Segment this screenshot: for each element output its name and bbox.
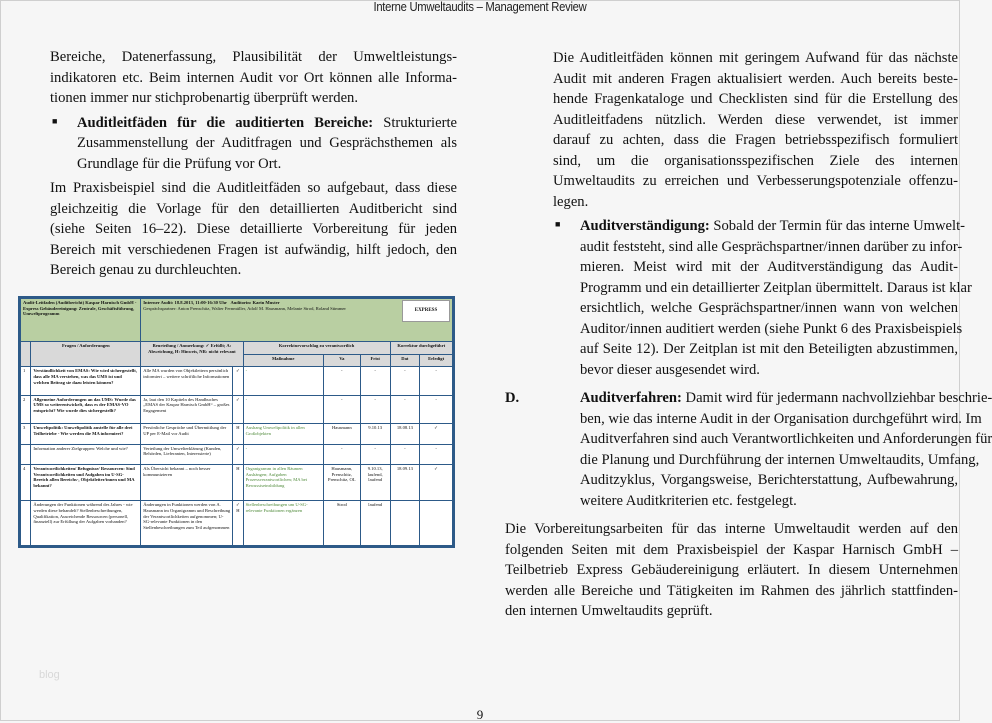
text-line	[553, 89, 958, 110]
text-run: indikatoren etc. Beim internen Audit vor Ort können alle Informa-	[50, 69, 457, 86]
express-logo: EXPRESS	[402, 300, 450, 322]
cell-e	[420, 501, 453, 546]
cell-c: -	[243, 367, 323, 395]
text-run: bevor dieser ausgesendet wird.	[580, 361, 760, 378]
lettered-item	[505, 388, 992, 511]
table-row	[21, 395, 453, 423]
text-line	[553, 151, 958, 172]
text-run: Bereiche, Datenerfassung, Plausibilität der Umweltleistungs-	[50, 49, 457, 65]
text-run: mieren. Meist wird mit der Auditverständigung das Audit-	[580, 259, 958, 275]
cell-m: ✓	[233, 395, 243, 423]
bullet-item	[553, 216, 972, 380]
cell-e: ✓	[420, 464, 453, 500]
text-line	[553, 69, 958, 90]
text-run: Im Praxisbeispiel sind die Auditleitfäden so aufgebaut, dass diese	[50, 180, 457, 196]
page-number: 9	[476, 707, 484, 722]
cell-n: 2	[21, 395, 31, 423]
col-rating: Beurteilung / Anmerkung: ✓ Erfüllt; A: Abweichung, H: Hinweis, NR: nicht relevant	[141, 342, 243, 367]
text-run: Programm und ein detaillierter Zeitplan übermittelt. Daraus ist klar	[580, 279, 972, 296]
cell-f: -	[360, 367, 390, 395]
table-company: Audit-Leitfaden (Auditbericht) Kaspar Harnisch GmbH - Express Gebäudereinigung: Zentrale, Geschäftsführung, Umweltprogramm	[21, 299, 141, 342]
section-letter: D.	[505, 390, 520, 406]
cell-e: ✓	[420, 424, 453, 444]
text-line	[580, 491, 958, 512]
cell-m: ✓	[233, 444, 243, 464]
cell-f: -	[360, 395, 390, 423]
cell-n: 3	[21, 424, 31, 444]
text-line	[50, 240, 457, 261]
text-run: Damit wird für jedermann nachvollziehbar beschrie-	[681, 390, 992, 406]
text-line	[580, 319, 963, 340]
text-run: Teilbetrieb Express Gebäudereinigung erläutert. In diesem Unternehmen	[505, 562, 958, 578]
text-line	[580, 237, 963, 258]
cell-e: -	[420, 444, 453, 464]
table-row	[21, 424, 453, 444]
cell-q: Umweltpolitik: Umweltpolitik anstelle für alle drei Teilbetriebe - Wie werden die MA informiert?	[31, 424, 141, 444]
text-run: werden alle Bereiche und Tätigkeiten im Rahmen des jährlich stattfinden-	[505, 582, 958, 599]
cell-r: Änderungen in Funktionen werden von A. Hausmann im Organigramm und Beschreibung der Verantwortlichkeiten aufgenommen; U-SG-relevante Funktionen in den Stellenbeschreibungen zum Teil aufgenommen	[141, 501, 233, 546]
text-run: die Planung und Durchführung der internen Umweltaudits, Umfang,	[580, 451, 980, 468]
col-questions: Fragen / Anforderungen	[31, 342, 141, 367]
cell-n: 1	[21, 367, 31, 395]
cell-d: -	[390, 367, 420, 395]
text-line	[580, 409, 982, 430]
text-run: Auditleitfadens nützlich. Werden diese verwendet, ist immer	[553, 111, 958, 128]
cell-m: H	[233, 464, 243, 500]
table-audit-info: EXPRESS Interner Audit: 18.8.2013, 11:00-16:30 Uhr Auditorin: Karin Muster Gesprächspartner: Anton Prenschitz, Walter Fernmüller, Adolf M. Hausmann, Melanie Strod, Roland Stimmer	[141, 299, 453, 342]
text-line	[580, 450, 980, 471]
right-column	[505, 48, 992, 622]
text-run: Grundlage für die Prüfung vor Ort.	[77, 155, 282, 172]
watermark: blog	[39, 669, 60, 681]
text-line	[580, 429, 992, 450]
text-run: darauf zu achten, dass die Fragen betriebsspezifisch formuliert	[553, 132, 958, 148]
text-line	[77, 154, 457, 175]
text-line	[553, 48, 958, 69]
cell-va: Hausmann, Prenschitz, Prenschitz, OL	[323, 464, 360, 500]
bold-lead: Auditleitfäden für die auditierten Bereiche:	[77, 114, 374, 131]
text-run: ben, wie das interne Audit in der Organisation durchgeführt wird. Im	[580, 410, 982, 427]
text-run: Die Auditleitfäden können mit geringem Aufwand für das nächste	[553, 50, 958, 66]
cell-d: 18.09.13	[390, 464, 420, 500]
cell-r: Alle MA wurden von Objektleitern persönlich informiert – weitere schriftliche Informationen	[141, 367, 233, 395]
cell-r: Ja, laut den 10 Kapiteln des Handbuches „EMAS der Kaspar Harnisch GmbH“ – großes Engagement	[141, 395, 233, 423]
table-row	[21, 367, 453, 395]
cell-va: Hausmann	[323, 424, 360, 444]
cell-n	[21, 501, 31, 546]
cell-c: Aushang Umweltpolitik in allen Großobjekten	[243, 424, 323, 444]
text-line	[50, 260, 457, 281]
text-line	[77, 113, 457, 134]
cell-q: Verständlichkeit von EMAS: Wie wird sichergestellt, dass alle MA verstehen, was das UMS ist und welchen Beitrag sie dazu leisten können?	[31, 367, 141, 395]
bullet-item	[50, 113, 457, 175]
text-line	[50, 178, 457, 199]
cell-r: Verteilung der Umwelterklärung (Kunden, Behörden, Lieferanten, Interessierte)	[141, 444, 233, 464]
text-line	[505, 560, 958, 581]
text-run: gleichzeitig die Vorlage für den detaillierten Auditbericht sind	[50, 200, 457, 217]
table-row	[21, 464, 453, 500]
table-row	[21, 501, 453, 546]
text-line	[505, 581, 958, 602]
cell-c: Organigramm in allen Räumen Aushängen; Aufgaben Prozessverantwortlichen; MA bei Bewusstseinsbildung	[243, 464, 323, 500]
text-run: Auditzyklus, Vorgangsweise, Berichterstattung, Aufbewahrung,	[580, 472, 958, 488]
cell-d: 18.08.13	[390, 424, 420, 444]
cell-q: Allgemeine Anforderungen an das UMS: Wurde das UMS so weiterentwickelt, dass es der EMAS-VO entspricht? Wie wurde dies sichergestellt?	[31, 395, 141, 423]
text-line	[50, 88, 457, 109]
running-header: Interne Umweltaudits – Management Review	[373, 0, 587, 14]
text-line	[50, 219, 457, 240]
text-run: Umweltaudits zu erreichen und Verbesserungspotenziale offenzu-	[553, 173, 958, 189]
text-run: audit feststeht, sind alle Gesprächspartner/innen darüber zu infor-	[580, 238, 963, 255]
text-line	[553, 130, 958, 151]
text-line	[553, 192, 958, 213]
text-line	[505, 601, 958, 622]
cell-va: -	[323, 367, 360, 395]
text-line	[505, 519, 958, 540]
cell-n: 4	[21, 464, 31, 500]
cell-va: Strod	[323, 501, 360, 546]
text-run: (siehe Seiten 16–22). Diese detaillierte Vorbereitung für jeden	[50, 221, 457, 237]
cell-m: ✓ H	[233, 501, 243, 546]
cell-va: -	[323, 444, 360, 464]
cell-c: -	[243, 395, 323, 423]
text-run: Audit mit anderen Fragen aktualisiert werden. Auch bereits beste-	[553, 70, 958, 87]
cell-q: Verantwortlichkeiten/ Befugnisse/ Ressourcen: Sind Verantwortlichkeiten und Aufgaben im U-SG-Bereich allen Bereichs-, Objektleiter/innen und MA bekannt?	[31, 464, 141, 500]
cell-f: 9.10.13	[360, 424, 390, 444]
text-line	[580, 360, 958, 381]
paragraph	[50, 47, 457, 109]
cell-r: Persönliche Gespräche und Übermittlung der UP per E-Mail vor Audit	[141, 424, 233, 444]
paragraph	[50, 178, 457, 281]
bullet-icon: ■	[555, 219, 561, 229]
text-run: Auditverfahren sind auch Verantwortlichkeiten und Anforderungen für	[580, 431, 992, 447]
cell-r: Als Übersicht bekannt – noch besser kommunizieren	[141, 464, 233, 500]
text-line	[580, 298, 958, 319]
col-done: Korrektur durchgeführt	[390, 342, 452, 355]
text-run: den internen Umweltaudits geprüft.	[505, 603, 713, 619]
text-run: weitere Auditkriterien etc. festgelegt.	[580, 492, 797, 509]
cell-f: -	[360, 444, 390, 464]
cell-e: -	[420, 395, 453, 423]
col-correction: Korrekturvorschlag zu verantwortlich	[243, 342, 390, 355]
bullet-icon: ■	[52, 115, 58, 126]
text-run: Bereich mit verschiedenen Fragen ist aufwändig, hilft jedoch, den	[50, 241, 457, 258]
text-line	[50, 68, 457, 89]
text-run: tionen immer nur stichprobenartig überprüft werden.	[50, 90, 358, 106]
bold-lead: Auditverfahren:	[580, 390, 682, 406]
paragraph	[505, 519, 958, 622]
cell-f: laufend	[360, 501, 390, 546]
cell-c: -	[243, 444, 323, 464]
cell-m: ✓	[233, 367, 243, 395]
text-run: auf Seite 12). Der Zeitplan ist mit den Beteiligten abzustimmen,	[580, 341, 958, 357]
text-run: Auditor/innen auditiert werden (siehe Punkt 6 des Praxisbeispiels	[580, 320, 963, 337]
bold-lead: Auditverständigung:	[580, 218, 710, 234]
text-run: Bereich genau zu durchleuchten.	[50, 262, 242, 278]
text-line	[580, 216, 965, 237]
text-run: Strukturierte	[373, 114, 457, 131]
text-line	[580, 388, 992, 409]
text-line	[553, 110, 958, 131]
cell-m: H	[233, 424, 243, 444]
text-line	[50, 199, 457, 220]
text-run: Sobald der Termin für das interne Umwelt-	[709, 218, 965, 234]
cell-q: Änderungen der Funktionen während des Jahres - wie werden diese behandelt? Stellenbeschreibungen, Qualifikation, Ausreichende Ressourcen (personell, finanziell) zur Erfüllung der Aufgaben vorhanden?	[31, 501, 141, 546]
text-run: legen.	[553, 193, 589, 210]
text-line	[580, 339, 958, 360]
cell-va: -	[323, 395, 360, 423]
text-run: folgenden Seiten mit dem Praxisbeispiel der Kaspar Harnisch GmbH –	[505, 541, 958, 558]
left-column	[50, 47, 457, 281]
cell-f: 9.10.13, laufend, laufend	[360, 464, 390, 500]
text-line	[77, 133, 457, 154]
text-line	[50, 47, 457, 68]
paragraph	[553, 48, 958, 212]
text-line	[580, 470, 958, 491]
text-run: hende Fragenkataloge und Checklisten sind für die Erstellung des	[553, 91, 958, 107]
text-line	[505, 540, 958, 561]
text-line	[553, 171, 958, 192]
cell-n	[21, 444, 31, 464]
text-line	[580, 257, 958, 278]
audit-guide-table-image: Audit-Leitfaden (Auditbericht) Kaspar Harnisch GmbH - Express Gebäudereinigung: Zentrale, Geschäftsführung, Umweltprogramm EXPRESS Interner Audit: 18.8.2013, 11:00-16:30 Uhr Auditorin: Karin Muster Gesprächspartner: Anton Prenschitz, Walter Fernmüller, Adolf M. Hausmann, Melanie Strod, Roland Stimmer Fragen / Anforderungen Beurteilung / Anmerkung: ✓ Erfüllt; A: Abweichung, H: Hinweis, NR: nicht relevant Korrekturvorschlag zu verantwortlich Korrektur durchgeführt Maßnahme Va Frist Dat Erledigt 1 Verständlichkeit von EMAS: Wie wird sichergestellt, dass alle MA verstehen, was das UMS ist und welchen Beitrag sie dazu leisten können? Alle MA wurden von Objektleitern persönlich informiert – weitere schriftliche Informationen ✓ - - - - - 2 Allgemeine Anforderungen an das UMS: Wurde das UMS so weiterentwickelt, dass es der EMAS-VO entspricht? Wie wurde dies sichergestellt? Ja, laut den 10 Kapiteln des Handbuches „EMAS der Kaspar Harnisch GmbH“ – großes Engagement ✓ - - - - - 3 Umweltpolitik: Umweltpolitik anstelle für alle drei Teilbetriebe - Wie werden die MA informiert? Persönliche Gespräche und Übermittlung der UP per E-Mail vor Audit H Aushang Umweltpolitik in allen Großobjekten Hausmann 9.10.13 18.08.13 ✓ Information anderer Zielgruppen: Welche und wie? Verteilung der Umwelterklärung (Kunden, Behörden, Lieferanten, Interessierte) ✓ - - - - - 4 Verantwortlichkeiten/ Befugnisse/ Ressourcen: Sind Verantwortlichkeiten und Aufgaben im U-SG-Bereich allen Bereichs-, Objektleiter/innen und MA bekannt? Als Übersicht bekannt – noch besser kommunizieren H Organigramm in allen Räumen Aushängen; Aufgaben Prozessverantwortlichen; MA bei Bewusstseinsbildung Hausmann, Prenschitz, Prenschitz, OL 9.10.13, laufend, laufend 18.09.13 ✓ Änderungen der Funktionen während des Jahres - wie werden diese behandelt? Stellenbeschreibungen, Qualifikation, Ausreichende Ressourcen (personell, finanziell) zur Erfüllung der Aufgaben vorhanden? Änderungen in Funktionen werden von A. Hausmann im Organigramm und Beschreibung der Verantwortlichkeiten aufgenommen; U-SG-relevante Funktionen in den Stellenbeschreibungen zum Teil aufgenommen ✓ H Stellenbeschreibungen um U-SG-relevante Funktionen ergänzen Strod laufend	[18, 296, 455, 548]
cell-e: -	[420, 367, 453, 395]
text-run: sind, um die organisationsspezifischen Ziele des internen	[553, 152, 958, 169]
text-line	[580, 278, 972, 299]
cell-d: -	[390, 395, 420, 423]
table-row	[21, 444, 453, 464]
cell-d: -	[390, 444, 420, 464]
cell-q: Information anderer Zielgruppen: Welche und wie?	[31, 444, 141, 464]
text-run: ersichtlich, welche Gesprächspartner/innen wann von welchen	[580, 300, 958, 316]
text-run: Zusammenstellung der Auditfragen und Gesprächsthemen als	[77, 135, 457, 151]
cell-c: Stellenbeschreibungen um U-SG-relevante Funktionen ergänzen	[243, 501, 323, 546]
cell-d	[390, 501, 420, 546]
text-run: Die Vorbereitungsarbeiten für das interne Umweltaudit werden auf den	[505, 521, 958, 537]
